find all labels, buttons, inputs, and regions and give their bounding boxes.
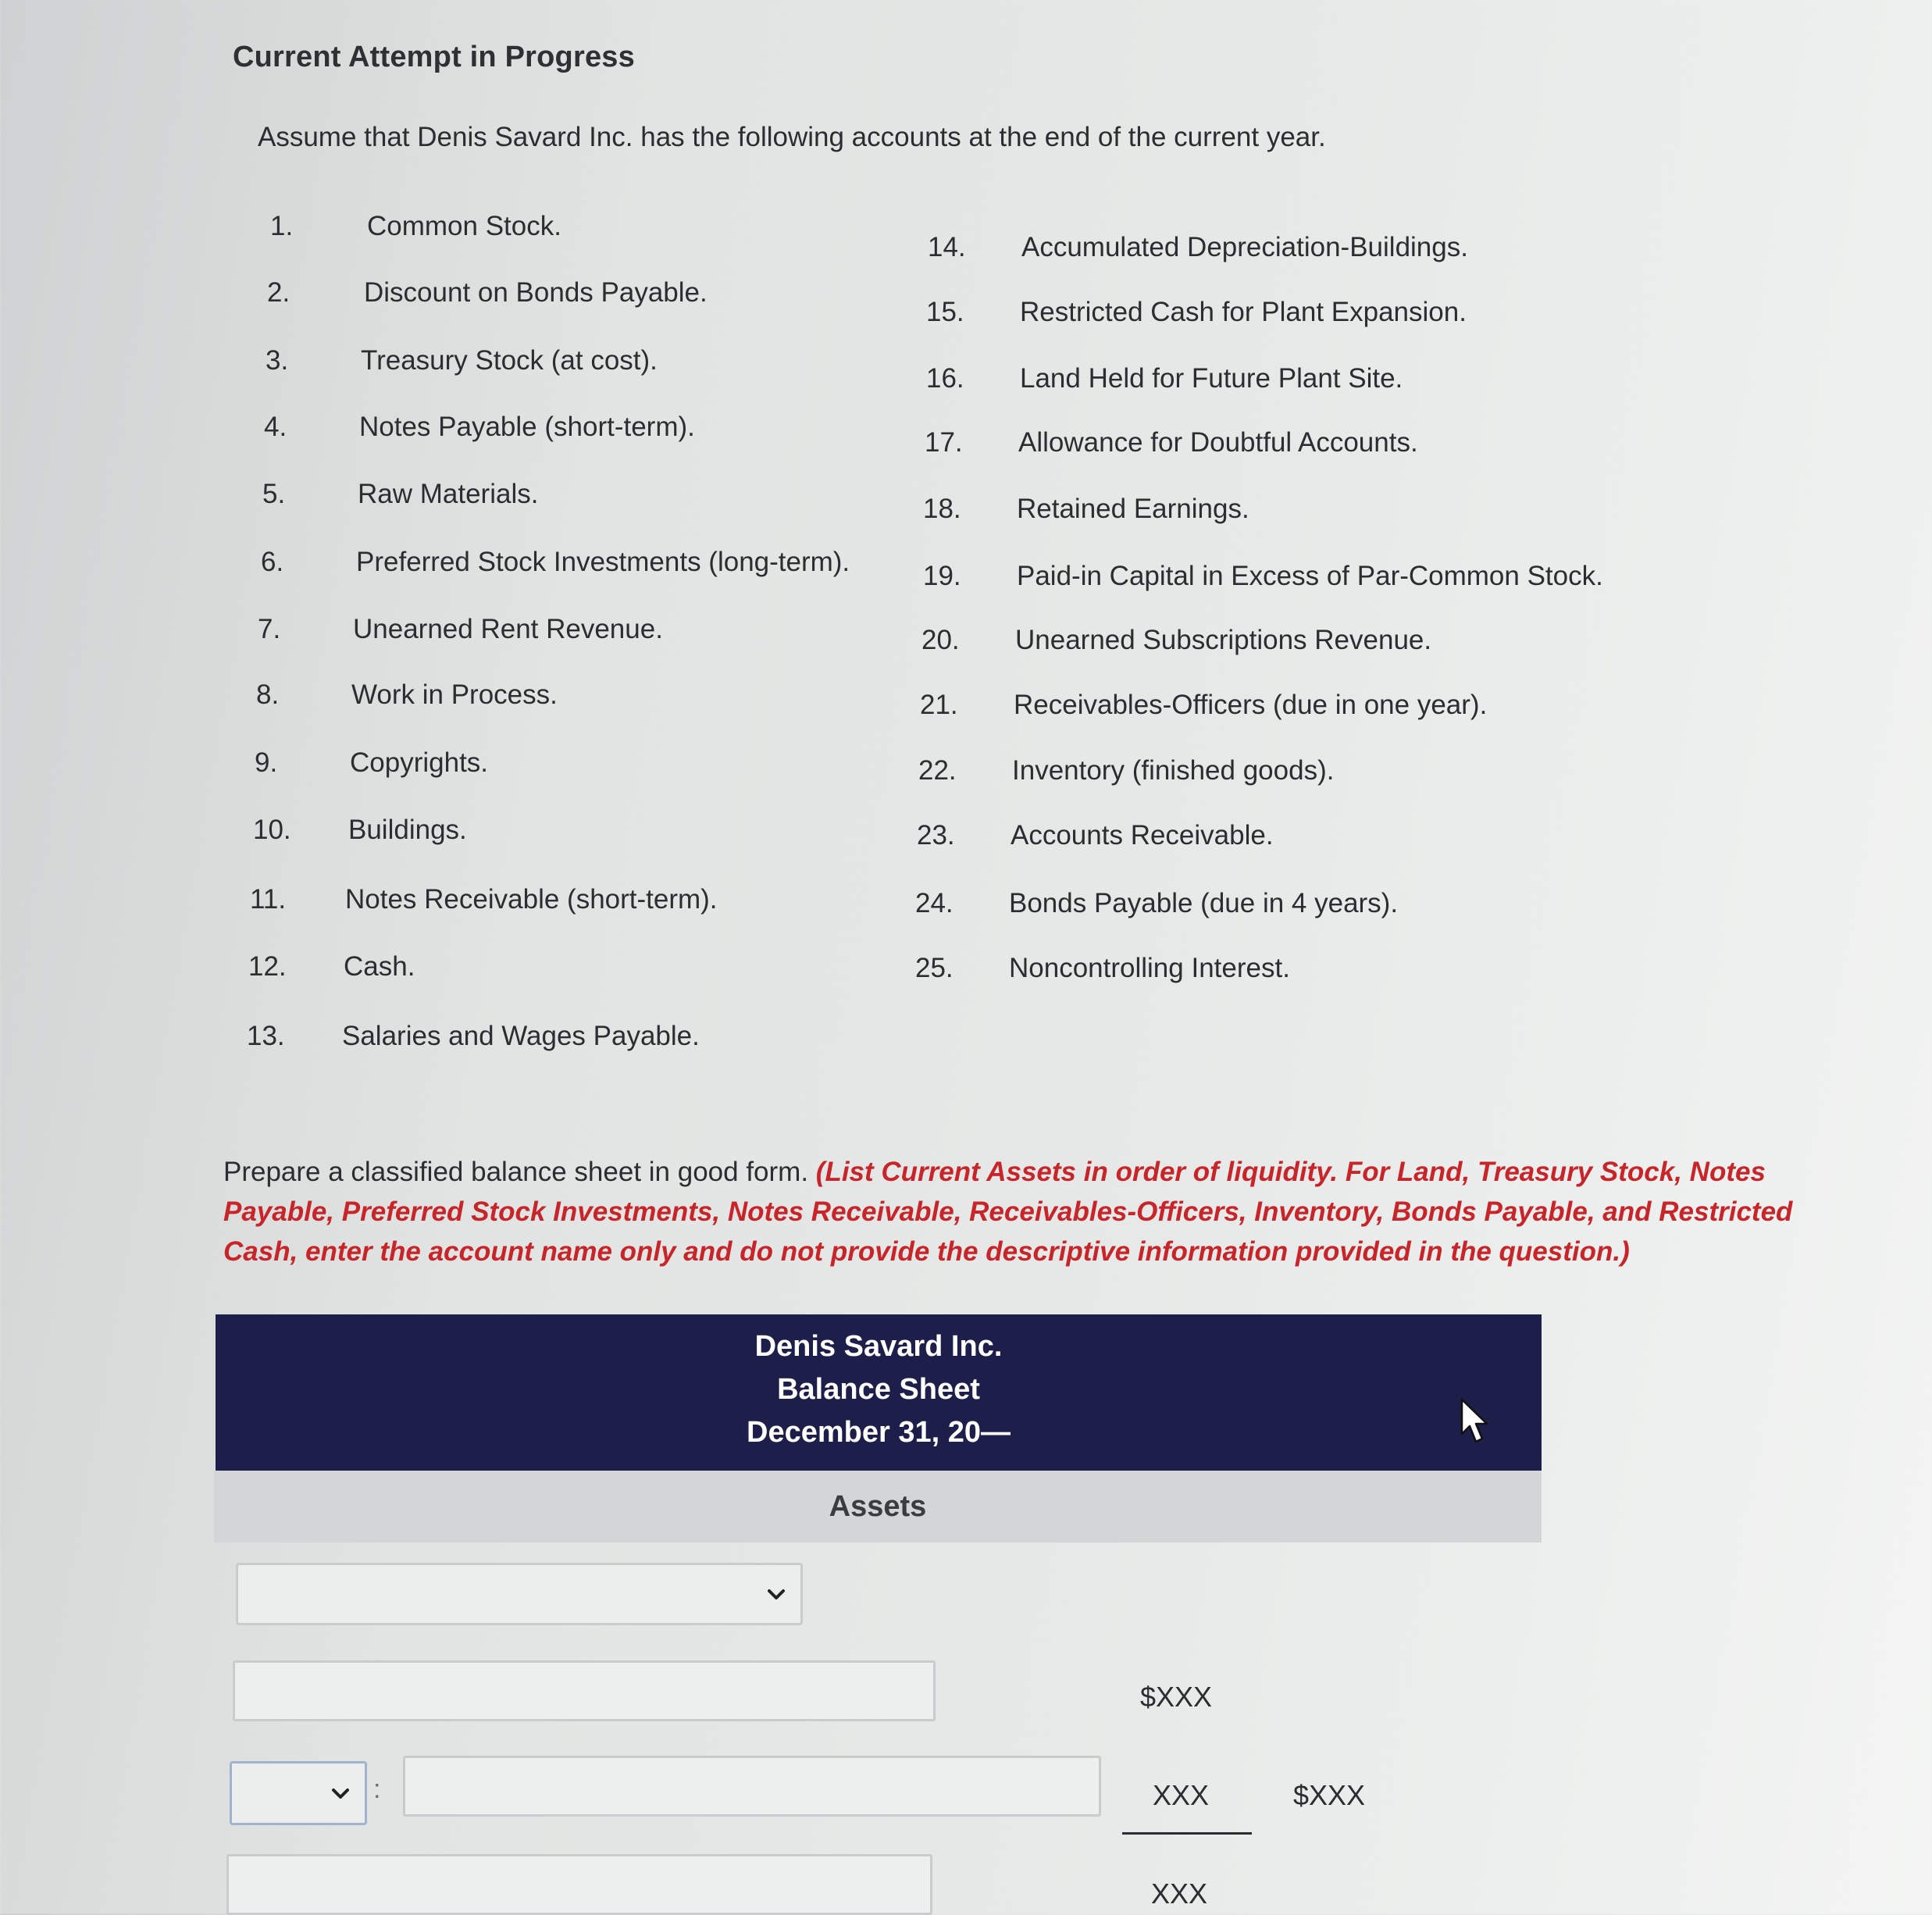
account-number: 20. xyxy=(921,625,960,655)
account-item xyxy=(923,561,1603,592)
account-number: 7. xyxy=(258,614,281,644)
question-intro: Assume that Denis Savard Inc. has the following accounts at the end of the current year. xyxy=(258,122,1326,152)
account-item xyxy=(921,625,1431,656)
account-name: Accumulated Depreciation-Buildings. xyxy=(1021,232,1468,262)
amount-value: $XXX xyxy=(1140,1681,1213,1713)
account-name: Common Stock. xyxy=(367,211,561,241)
operator-dropdown[interactable] xyxy=(230,1761,367,1825)
account-number: 8. xyxy=(256,679,280,710)
account-number: 10. xyxy=(253,815,291,845)
account-item xyxy=(270,211,561,242)
account-item xyxy=(248,951,415,982)
account-name: Noncontrolling Interest. xyxy=(1009,953,1290,983)
account-name: Retained Earnings. xyxy=(1017,494,1249,524)
account-name: Receivables-Officers (due in one year). xyxy=(1014,690,1488,720)
account-number: 17. xyxy=(925,427,963,458)
account-number: 15. xyxy=(926,297,964,327)
statement-date: December 31, 20— xyxy=(747,1416,1011,1449)
account-number: 16. xyxy=(926,363,964,394)
account-number: 9. xyxy=(255,747,278,778)
company-name: Denis Savard Inc. xyxy=(754,1330,1003,1363)
amount-value: XXX xyxy=(1151,1878,1208,1910)
account-number: 24. xyxy=(915,888,954,918)
amount-value: $XXX xyxy=(1293,1779,1366,1811)
account-item xyxy=(915,953,1290,984)
account-number: 4. xyxy=(264,412,287,442)
account-number: 11. xyxy=(250,884,287,915)
account-name: Cash. xyxy=(344,951,415,982)
account-number: 14. xyxy=(928,232,966,262)
account-item xyxy=(262,479,538,510)
account-item xyxy=(264,412,695,443)
account-number: 5. xyxy=(262,479,286,509)
subtotal-rule xyxy=(1122,1832,1252,1835)
account-item xyxy=(267,277,708,308)
account-number: 3. xyxy=(266,345,289,376)
account-item xyxy=(915,888,1398,919)
instructions-text: Prepare a classified balance sheet in good form. xyxy=(223,1157,809,1187)
mouse-pointer-icon xyxy=(1460,1398,1492,1445)
account-item xyxy=(918,755,1334,786)
account-item xyxy=(247,1021,700,1052)
account-name: Unearned Rent Revenue. xyxy=(353,614,663,644)
account-name: Preferred Stock Investments (long-term). xyxy=(356,547,850,577)
account-item xyxy=(926,297,1467,328)
account-item xyxy=(253,815,467,846)
account-item xyxy=(923,494,1249,525)
account-item xyxy=(255,747,488,779)
account-item xyxy=(256,679,558,711)
account-item xyxy=(261,547,850,578)
account-item xyxy=(917,820,1274,851)
balance-sheet-header xyxy=(216,1314,1542,1471)
assets-section-header: Assets xyxy=(214,1471,1542,1542)
account-name: Bonds Payable (due in 4 years). xyxy=(1009,888,1399,918)
account-name: Paid-in Capital in Excess of Par-Common Stock. xyxy=(1017,561,1603,591)
account-name: Treasury Stock (at cost). xyxy=(361,345,658,376)
account-number: 22. xyxy=(918,755,957,786)
account-item xyxy=(258,614,663,645)
account-name: Accounts Receivable. xyxy=(1011,820,1274,851)
account-number: 23. xyxy=(917,820,955,851)
account-number: 12. xyxy=(248,951,287,982)
account-name: Inventory (finished goods). xyxy=(1012,755,1335,786)
account-name: Raw Materials. xyxy=(358,479,539,509)
account-number: 21. xyxy=(920,690,958,720)
account-item xyxy=(266,345,658,376)
account-item xyxy=(250,884,718,915)
account-name-input[interactable] xyxy=(226,1854,932,1915)
account-name: Notes Payable (short-term). xyxy=(359,412,695,442)
account-name: Unearned Subscriptions Revenue. xyxy=(1015,625,1432,655)
account-name: Copyrights. xyxy=(350,747,489,778)
account-number: 6. xyxy=(261,547,284,577)
statement-title: Balance Sheet xyxy=(777,1373,980,1406)
account-number: 1. xyxy=(270,211,294,241)
account-number: 19. xyxy=(923,561,961,591)
account-number: 13. xyxy=(247,1021,285,1051)
account-name: Buildings. xyxy=(348,815,467,845)
chevron-down-icon xyxy=(766,1584,786,1604)
classification-dropdown[interactable] xyxy=(236,1563,803,1625)
instructions-note: (List Current Assets in order of liquidity. For Land, Treasury Stock, Notes Payable, Preferred Stock Investments, Notes Receivable, Receivables-Officers, Inventory, Bonds Payable, and Restricted Cash, enter the account name only and do not provide the descriptive information provided in the question.) xyxy=(223,1157,1793,1267)
account-item xyxy=(920,690,1487,721)
colon-separator: : xyxy=(373,1774,381,1804)
account-number: 18. xyxy=(923,494,961,524)
account-item xyxy=(925,427,1418,458)
account-number: 2. xyxy=(267,277,291,308)
chevron-down-icon xyxy=(330,1783,351,1803)
account-name: Notes Receivable (short-term). xyxy=(345,884,718,915)
contra-account-input[interactable] xyxy=(403,1756,1101,1817)
account-number: 25. xyxy=(915,953,954,983)
account-name: Restricted Cash for Plant Expansion. xyxy=(1020,297,1467,327)
amount-value: XXX xyxy=(1153,1779,1210,1811)
account-item xyxy=(928,232,1468,263)
section-title: Current Attempt in Progress xyxy=(233,41,635,73)
account-name: Work in Process. xyxy=(351,679,558,710)
account-name: Allowance for Doubtful Accounts. xyxy=(1018,427,1418,458)
instructions xyxy=(223,1152,1863,1271)
account-name: Salaries and Wages Payable. xyxy=(342,1021,700,1051)
account-item xyxy=(926,363,1403,394)
account-name-input[interactable] xyxy=(233,1660,936,1721)
account-name: Discount on Bonds Payable. xyxy=(364,277,708,308)
account-name: Land Held for Future Plant Site. xyxy=(1020,363,1403,394)
